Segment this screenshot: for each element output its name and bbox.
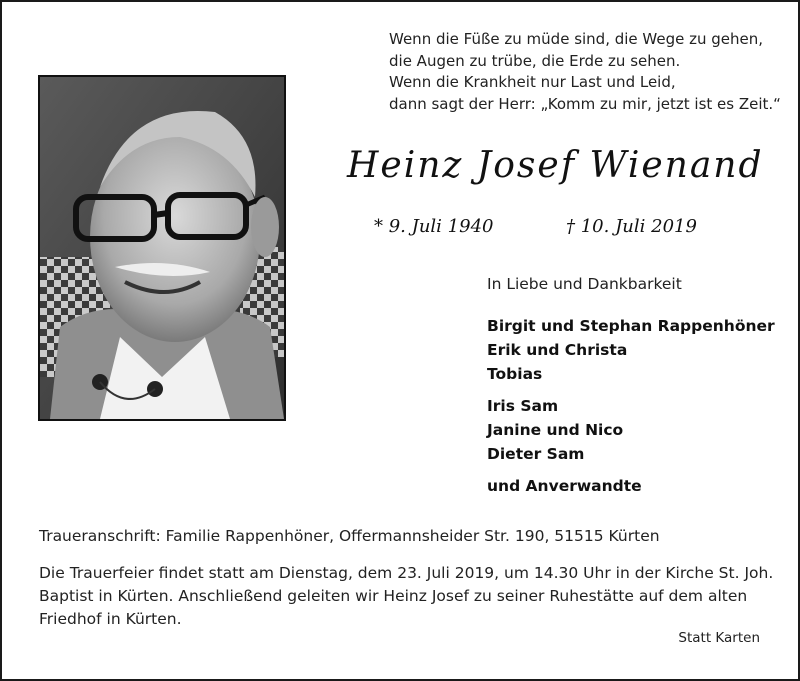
mourners-group-1 <box>487 314 775 386</box>
mourner-name: Birgit und Stephan Rappenhöner <box>487 317 775 335</box>
death-date: † 10. Juli 2019 <box>566 216 697 237</box>
mourners-group-2 <box>487 394 623 466</box>
mourner-name: Tobias <box>487 365 543 383</box>
poem-line: Wenn die Füße zu müde sind, die Wege zu gehen, <box>389 30 764 48</box>
mourners-intro: In Liebe und Dankbarkeit <box>487 275 682 293</box>
footer-note: Statt Karten <box>678 630 760 646</box>
mourning-address: Traueranschrift: Familie Rappenhöner, Offermannsheider Str. 190, 51515 Kürten <box>39 527 660 545</box>
portrait-photo <box>38 75 286 421</box>
mourner-name: Iris Sam <box>487 397 559 415</box>
poem <box>389 29 789 115</box>
birth-date: * 9. Juli 1940 <box>374 216 494 237</box>
mourner-name: Dieter Sam <box>487 445 585 463</box>
funeral-service-text: Die Trauerfeier findet statt am Dienstag, dem 23. Juli 2019, um 14.30 Uhr in der Kirche St. Joh. Baptist in Kürten. Anschließend geleiten wir Heinz Josef zu seiner Ruhestätte auf dem alten Friedhof in Kürten. <box>39 564 774 628</box>
deceased-name: Heinz Josef Wienand <box>347 145 764 186</box>
mourners-closing <box>487 474 642 498</box>
poem-line: dann sagt der Herr: „Komm zu mir, jetzt ist es Zeit.“ <box>389 94 781 113</box>
portrait-illustration <box>40 77 284 419</box>
mourner-name: Janine und Nico <box>487 421 624 439</box>
mourner-name: Erik und Christa <box>487 341 628 359</box>
poem-line: Wenn die Krankheit nur Last und Leid, <box>389 73 676 91</box>
mourner-name: und Anverwandte <box>487 477 642 495</box>
poem-line: die Augen zu trübe, die Erde zu sehen. <box>389 51 681 70</box>
